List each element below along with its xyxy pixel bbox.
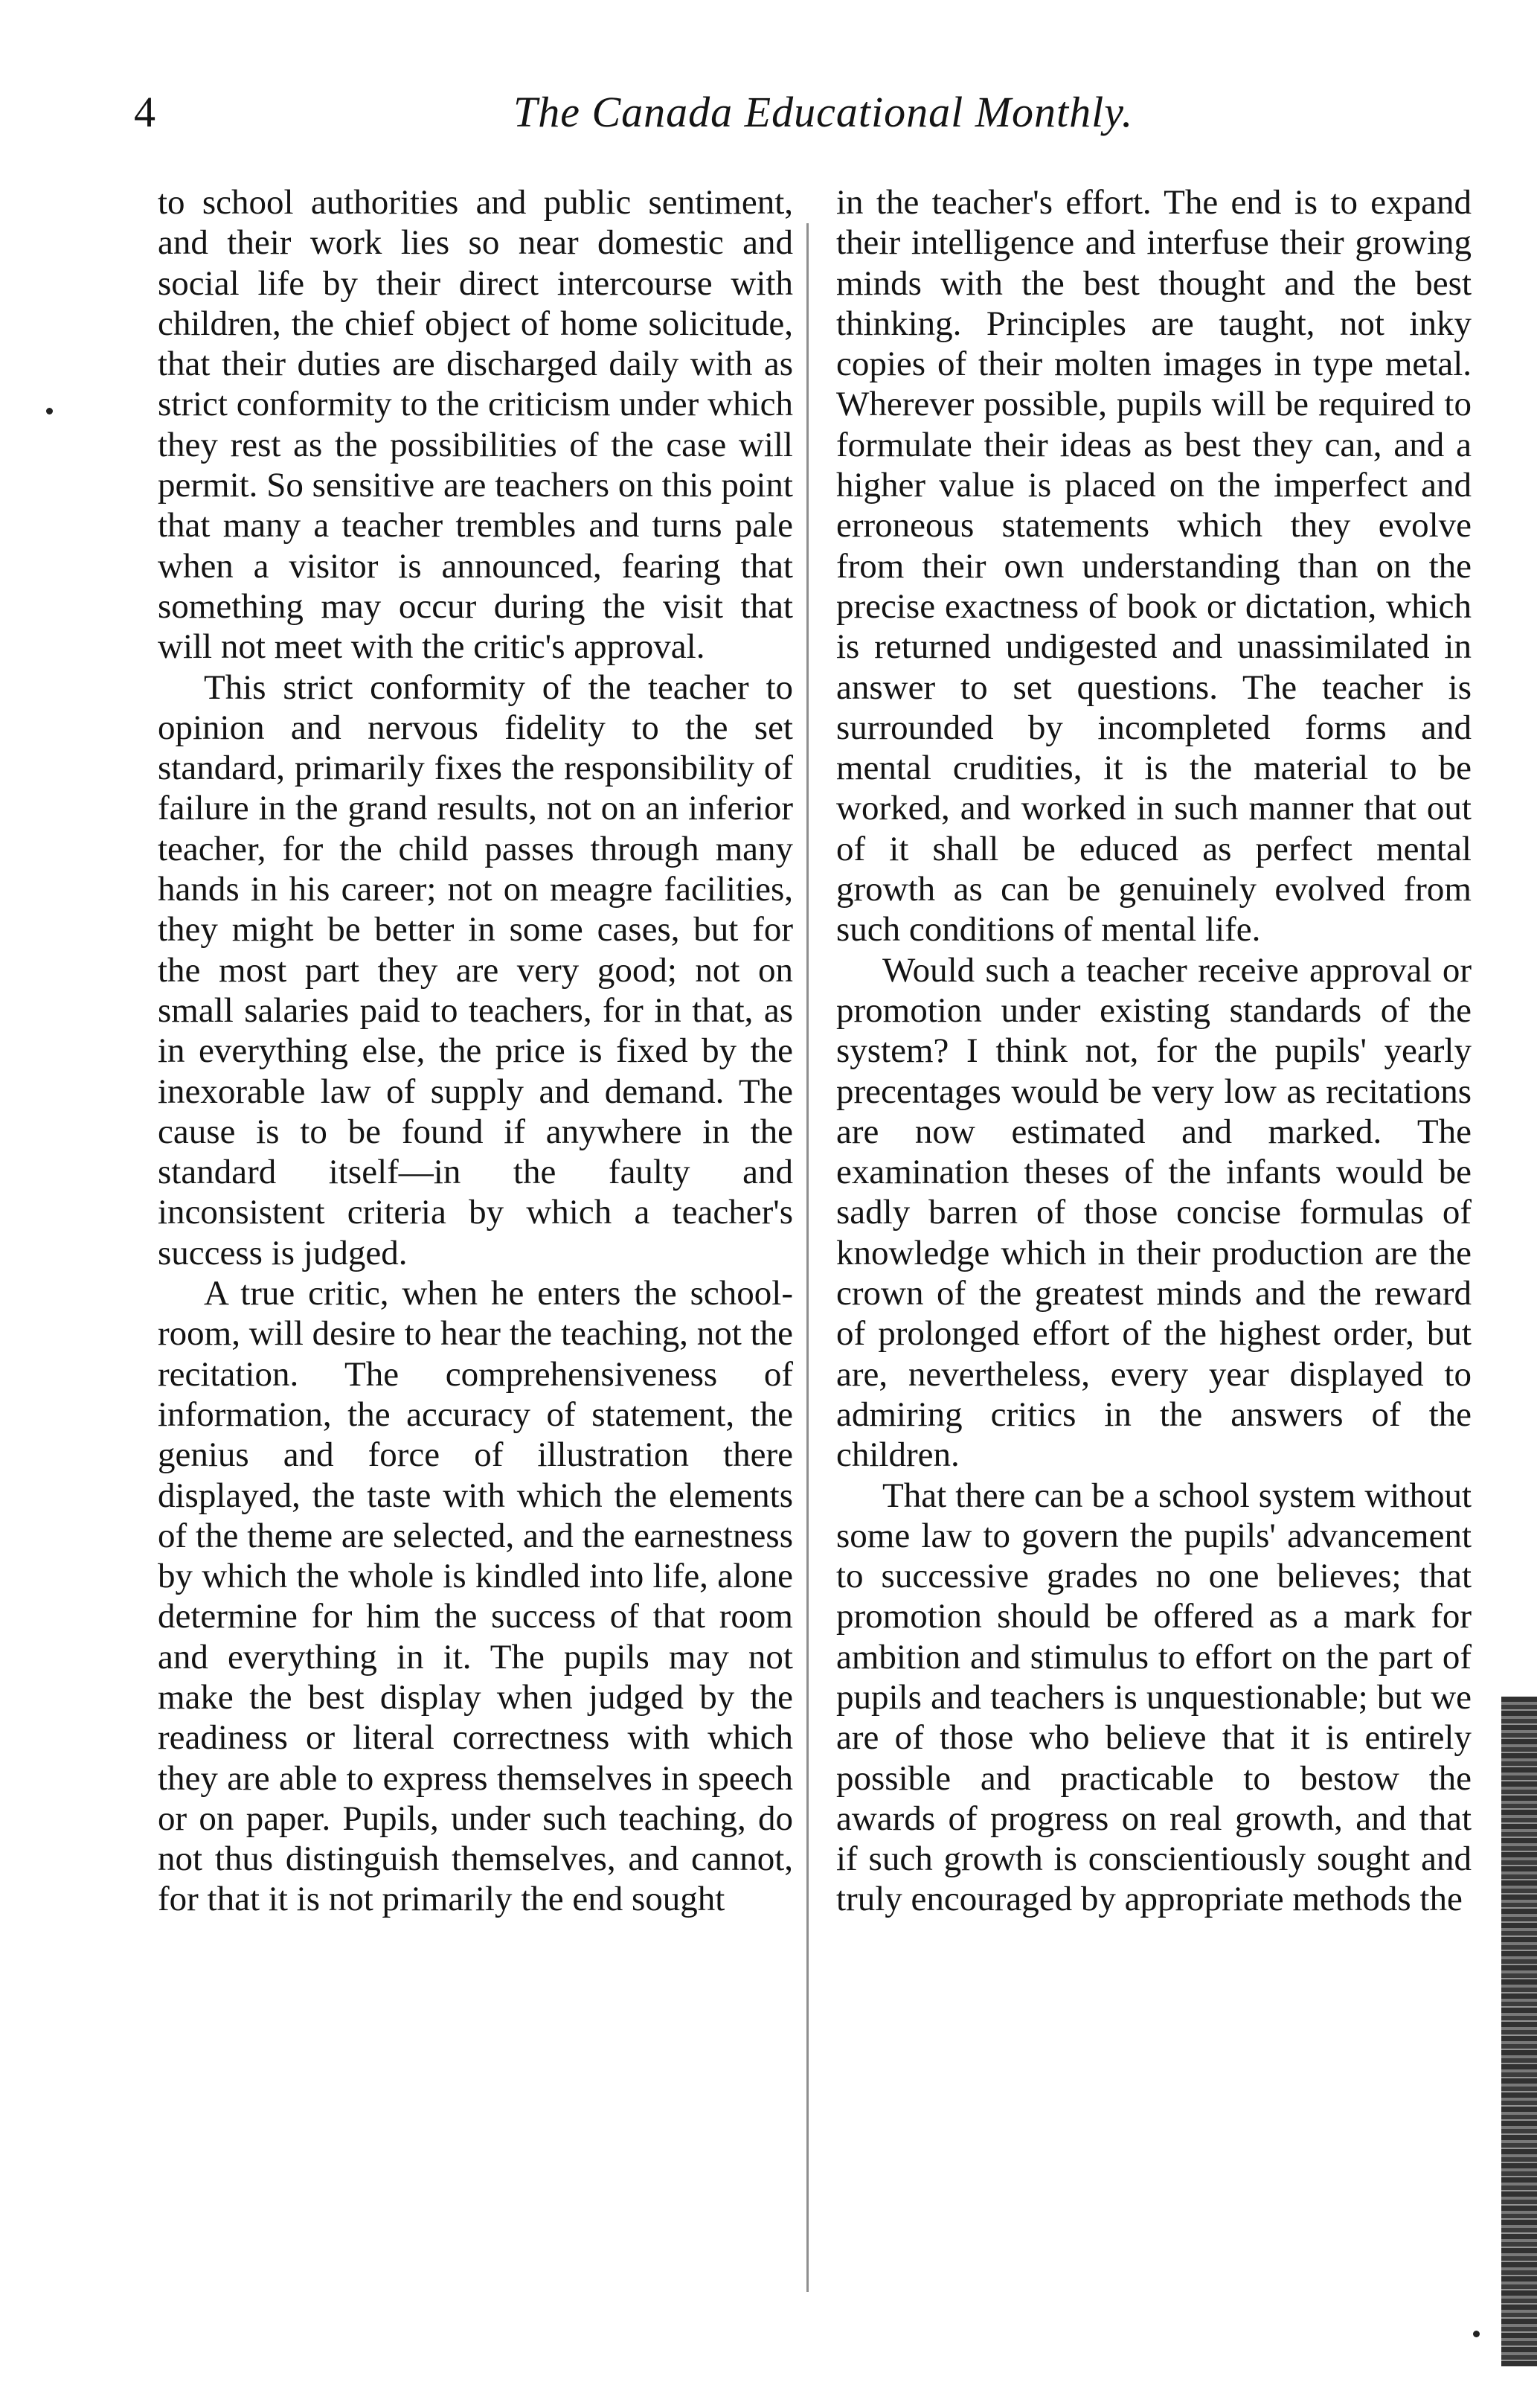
print-speck bbox=[46, 408, 53, 414]
left-paragraph-2: This strict conformity of the teacher to opinion and nervous fidelity to the set standard, primarily fixes the responsibility of failure in the grand results, not on an inferior teacher, for the child passes through many hands in his career; not on meagre facilities, they might be better in some cases, but for the most part they are very good; not on small salaries paid to teachers, for in that, as in everything else, the price is fixed by the inexorable law of supply and demand. The cause is to be found if anywhere in the standard itself—in the faulty and inconsistent criteria by which a teacher's success is judged. bbox=[158, 667, 793, 1272]
column-divider bbox=[806, 223, 809, 2292]
right-paragraph-2: Would such a teacher receive approval or promotion under existing standards of the system? I think not, for the pupils' yearly precentages would be very low as recitations are now estimated and marked. The examination theses of the infants would be sadly barren of those concise formulas of knowledge which in their production are the crown of the greatest minds and the reward of prolonged effort of the highest order, but are, nevertheless, every year displayed to admiring critics in the answers of the children. bbox=[836, 950, 1472, 1475]
left-paragraph-3: A true critic, when he enters the school-room, will desire to hear the teaching, not the recitation. The comprehensiveness of information, the accuracy of statement, the genius and force of illustration there displayed, the taste with which the elements of the theme are selected, and the earnestness by which the whole is kindled into life, alone determine for him the success of that room and everything in it. The pupils may not make the best display when judged by the readiness or literal correctness with which they are able to express themselves in speech or on paper. Pupils, under such teaching, do not thus distinguish themselves, and cannot, for that it is not primarily the end sought bbox=[158, 1274, 793, 1919]
page-number: 4 bbox=[134, 88, 155, 136]
right-paragraph-3: That there can be a school system without some law to govern the pupils' advancement to successive grades no one believes; that promotion should be offered as a mark for ambition and stimulus to effort on the part of pupils and teachers is unquestionable; but we are of those who believe that it is entirely possible and practicable to bestow the awards of progress on real growth, and that if such growth is conscientiously sought and truly encouraged by appropriate methods the bbox=[836, 1476, 1472, 1919]
running-title: The Canada Educational Monthly. bbox=[513, 88, 1134, 136]
scan-binding-edge bbox=[1501, 1697, 1537, 2366]
print-speck bbox=[1473, 2331, 1480, 2337]
left-column bbox=[158, 182, 793, 1920]
right-column bbox=[836, 182, 1472, 1920]
right-paragraph-1: in the teacher's effort. The end is to expand their intelligence and interfuse their growing minds with the best thought and the best thinking. Principles are taught, not inky copies of their molten images in type metal. Wherever possible, pupils will be required to formulate their ideas as best they can, and a higher value is placed on the imperfect and erroneous statements which they evolve from their own understanding than on the precise exactness of book or dictation, which is returned undigested and unassimilated in answer to set questions. The teacher is surrounded by incompleted forms and mental crudities, it is the material to be worked, and worked in such manner that out of it shall be educed as perfect mental growth as can be genuinely evolved from such conditions of mental life. bbox=[836, 183, 1472, 950]
left-paragraph-1: to school authorities and public sentiment, and their work lies so near domestic and social life by their direct intercourse with children, the chief object of home solicitude, that their duties are discharged daily with as strict conformity to the criticism under which they rest as the possibilities of the case will permit. So sensitive are teachers on this point that many a teacher trembles and turns pale when a visitor is announced, fearing that something may occur during the visit that will not meet with the critic's approval. bbox=[158, 183, 793, 667]
